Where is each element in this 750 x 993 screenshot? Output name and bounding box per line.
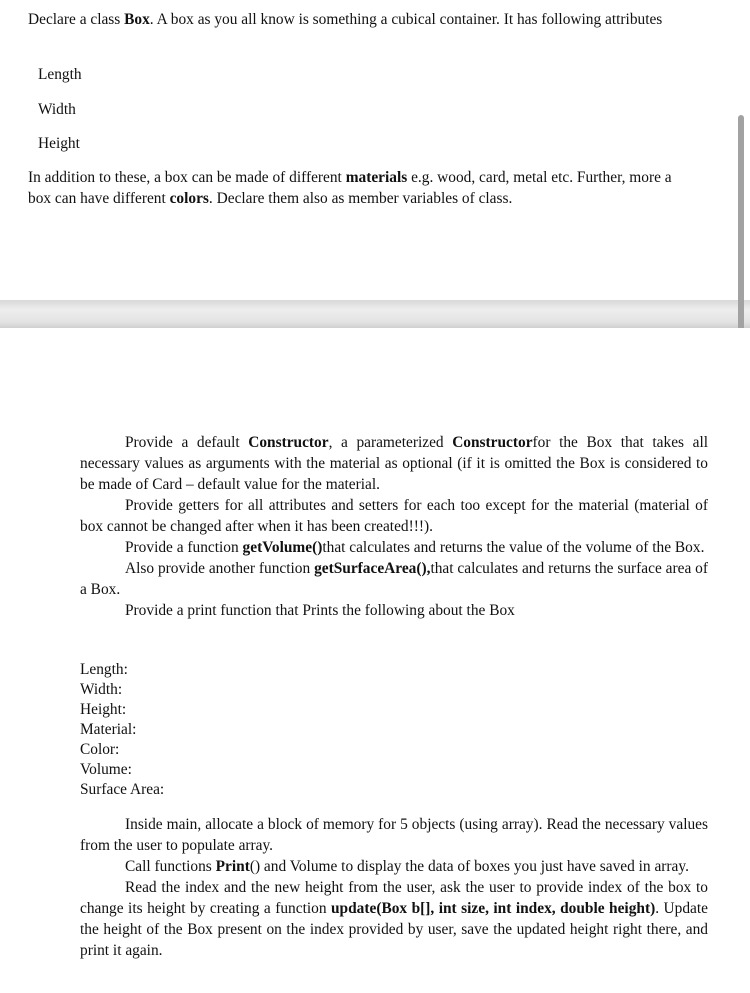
intro-paragraph: [28, 9, 698, 30]
field-color: Color:: [80, 741, 120, 758]
constructor-text-1: Provide a default: [125, 434, 249, 451]
get-surface-area-bold: getSurfaceArea(),: [314, 560, 431, 577]
colors-bold: colors: [169, 190, 209, 207]
materials-text-3: . Declare them also as member variables of class.: [208, 190, 513, 207]
volume-paragraph: [80, 537, 708, 558]
update-text-1: Read the index and the new height from the user, ask the user to provide index of the box to change its height by creating a function: [80, 879, 708, 917]
requirements-block-2: [80, 814, 708, 961]
update-signature-bold: update(Box b[], int size, int index, double height): [331, 900, 656, 917]
materials-text-2: e.g. wood, card, metal etc. Further, more a box can have different: [28, 169, 672, 207]
field-height: Height:: [80, 701, 127, 718]
materials-paragraph: [28, 167, 698, 209]
constructor-paragraph: [80, 432, 708, 495]
attribute-height: Height: [38, 135, 80, 152]
intro-text-2: . A box as you all know is something a cubical container. It has following attributes: [149, 11, 663, 28]
call-text-1: Call functions: [125, 858, 216, 875]
print-bold: Print: [215, 858, 250, 875]
constructor-bold-1: Constructor: [248, 434, 329, 451]
materials-bold: materials: [345, 169, 408, 186]
surface-text-1: Also provide another function: [125, 560, 315, 577]
constructor-bold-2: Constructor: [452, 434, 533, 451]
page-1: [0, 0, 750, 300]
requirements-block-1: [80, 432, 708, 621]
field-width: Width:: [80, 681, 123, 698]
print-fields-list: [80, 660, 708, 800]
volume-text-2: that calculates and returns the value of the volume of the Box.: [322, 539, 705, 556]
get-volume-bold: getVolume(): [242, 539, 323, 556]
surface-text-2: that calculates and returns the surface area of a Box.: [80, 560, 709, 598]
constructor-text-3: for the Box that takes all necessary values as arguments with the material as optional (if it is omitted the Box is considered to be made of Card – default value for the material.: [80, 434, 708, 493]
page-2: [0, 328, 750, 993]
call-functions-paragraph: [80, 856, 708, 877]
page-separator: [0, 300, 750, 328]
call-text-2: () and Volume to display the data of boxes you just have saved in array.: [249, 858, 689, 875]
getters-paragraph: Provide getters for all attributes and setters for each too except for the material (material of box cannot be changed after when it has been created!!!).: [80, 497, 708, 535]
field-length: Length:: [80, 661, 128, 678]
main-alloc-paragraph: Inside main, allocate a block of memory for 5 objects (using array). Read the necessary values from the user to populate array.: [80, 816, 708, 854]
surface-paragraph: [80, 558, 708, 600]
field-surface-area: Surface Area:: [80, 781, 165, 798]
intro-text-1: Declare a class: [28, 11, 125, 28]
materials-text-1: In addition to these, a box can be made of different: [28, 169, 346, 186]
attribute-length: Length: [38, 66, 82, 83]
update-paragraph: [80, 877, 708, 961]
update-text-2: . Update the height of the Box present on the index provided by user, save the updated height right there, and print it again.: [80, 900, 708, 959]
volume-text-1: Provide a function: [125, 539, 243, 556]
field-material: Material:: [80, 721, 137, 738]
field-volume: Volume:: [80, 761, 132, 778]
constructor-text-2: , a parameterized: [328, 434, 453, 451]
attribute-width: Width: [38, 101, 76, 118]
print-intro-paragraph: Provide a print function that Prints the following about the Box: [125, 602, 515, 619]
class-name-box: Box: [124, 11, 150, 28]
